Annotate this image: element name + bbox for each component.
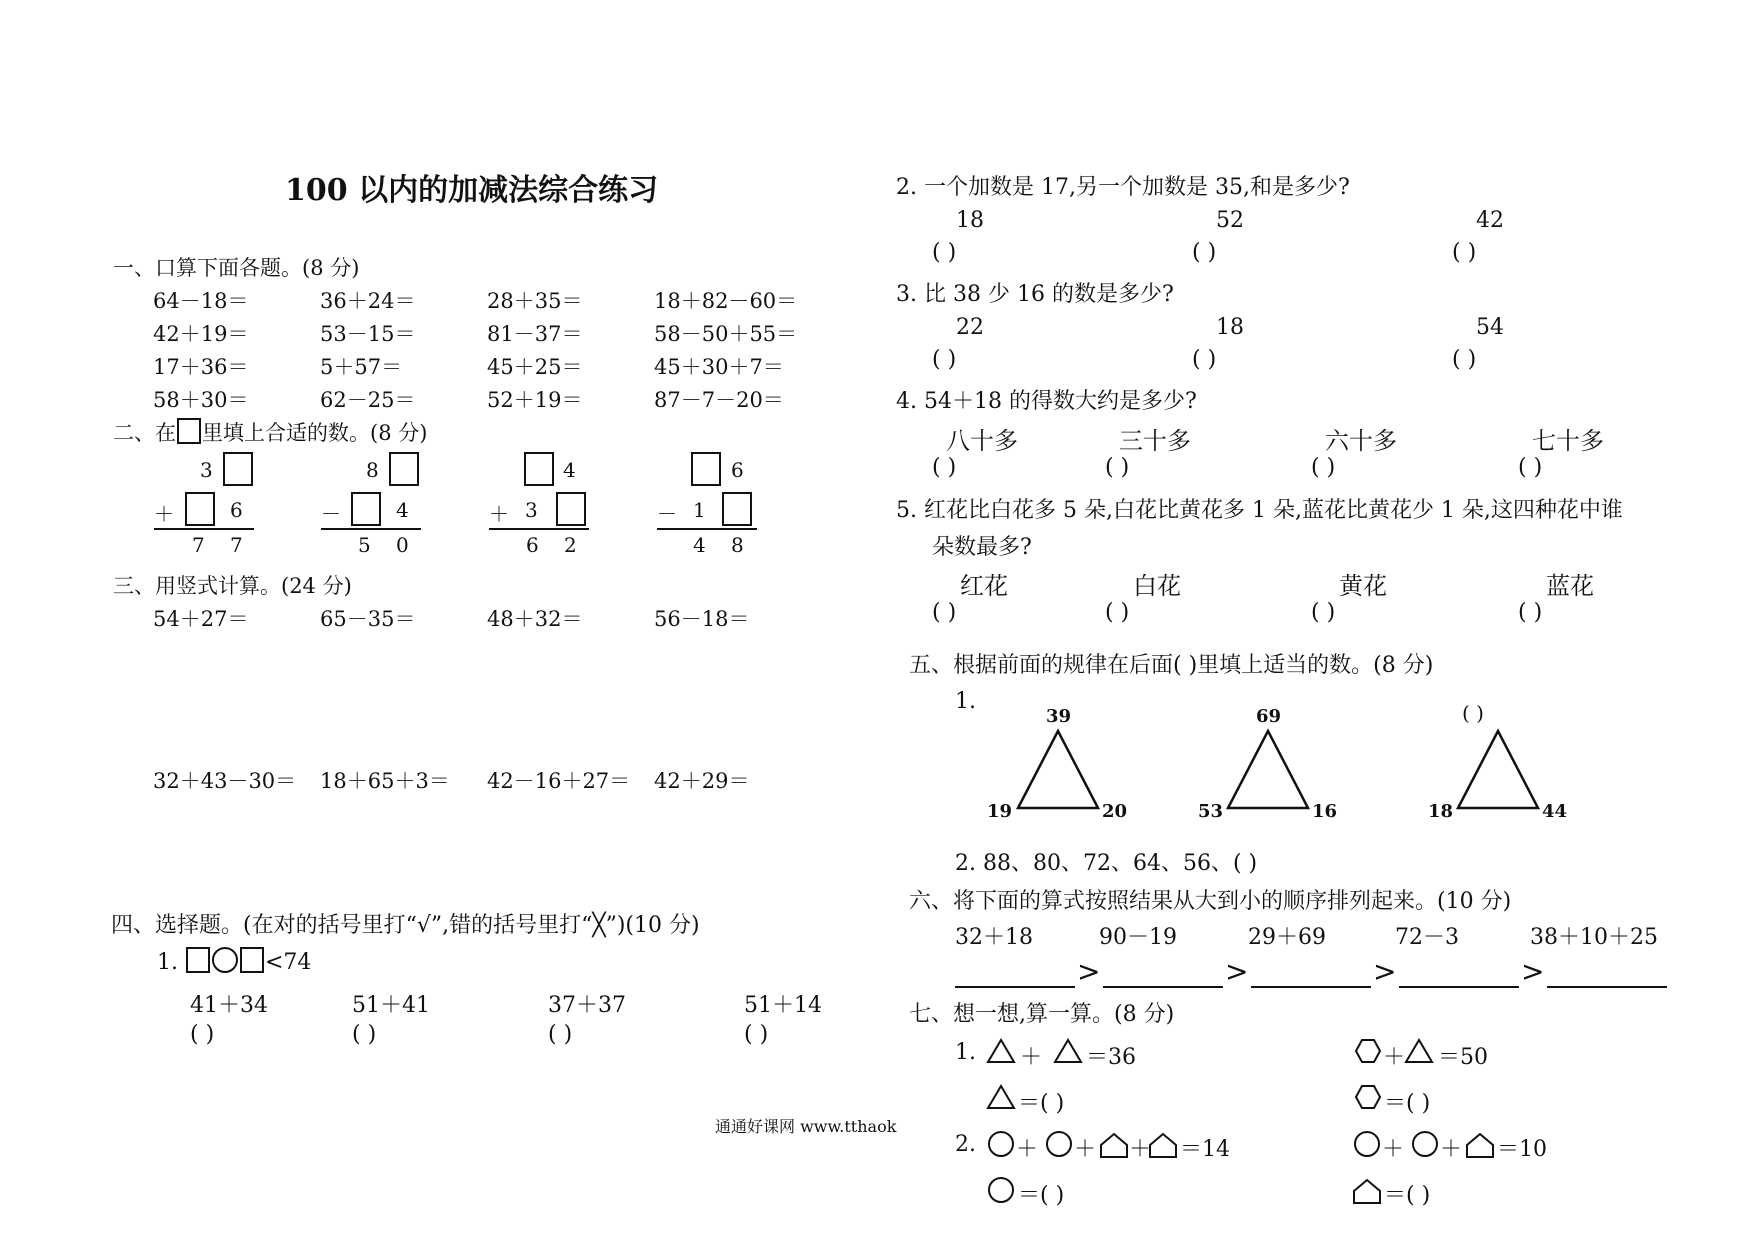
s1-eq: 5＋57＝	[320, 355, 403, 379]
answer-paren[interactable]: ( )	[1311, 600, 1336, 625]
s1-eq: 58－50＋55＝	[654, 322, 798, 346]
operator: －	[321, 502, 341, 526]
option-text: 51＋14	[744, 993, 822, 1018]
hexagon-icon	[1356, 1040, 1380, 1062]
s5-q1-label: 1.	[955, 689, 976, 714]
option-text: 八十多	[946, 427, 1018, 455]
s1-eq: 87－7－20＝	[654, 388, 784, 412]
section5-heading: 五、根据前面的规律在后面( )里填上适当的数。(8 分)	[909, 653, 1434, 678]
s7-answer-paren[interactable]: ＝( )	[1018, 1091, 1065, 1116]
s7-answer-paren[interactable]: ＝( )	[1384, 1183, 1431, 1208]
footer-watermark: 通通好课网 www.tthaok	[715, 1117, 897, 1136]
pentagon-icon	[1354, 1180, 1380, 1203]
pentagon-icon	[1101, 1134, 1127, 1157]
s7-answer-paren[interactable]: ＝( )	[1018, 1183, 1065, 1208]
option-text: 41＋34	[190, 993, 268, 1018]
option-text: 22	[956, 315, 984, 340]
s3-eq: 42－16＋27＝	[487, 769, 631, 793]
s3-eq: 18＋65＋3＝	[320, 769, 450, 793]
answer-paren[interactable]: ( )	[744, 1022, 769, 1047]
s1-eq: 53－15＝	[320, 322, 416, 346]
circle-icon	[989, 1132, 1013, 1156]
digit: 5	[358, 533, 371, 557]
answer-paren[interactable]: ( )	[1452, 347, 1477, 372]
s3-eq: 65－35＝	[320, 607, 416, 631]
circle-icon	[1413, 1132, 1437, 1156]
option-text: 52	[1216, 208, 1244, 233]
option-text: 白花	[1133, 572, 1181, 600]
digit: 4	[693, 533, 706, 557]
s7-q1-eq2-tail: ＝50	[1438, 1045, 1488, 1070]
answer-paren[interactable]: ( )	[932, 600, 957, 625]
s4-q5-line1: 5. 红花比白花多 5 朵,白花比黄花多 1 朵,蓝花比黄花少 1 朵,这四种花中谁	[896, 498, 1623, 523]
answer-paren[interactable]: ( )	[932, 455, 957, 480]
option-text: 六十多	[1325, 427, 1397, 455]
plus-sign: ＋	[1020, 1045, 1043, 1070]
s3-eq: 54＋27＝	[153, 607, 249, 631]
digit: 7	[230, 533, 243, 557]
section3-heading: 三、用竖式计算。(24 分)	[113, 574, 352, 598]
digit: 2	[564, 533, 577, 557]
s6-item: 90－19	[1099, 925, 1177, 950]
s7-q1-num: 1.	[955, 1040, 976, 1065]
answer-paren[interactable]: ( )	[1518, 455, 1543, 480]
triangle-right-number: 20	[1102, 801, 1128, 822]
triangle-right-number: 44	[1542, 801, 1568, 822]
s7-answer-paren[interactable]: ＝( )	[1384, 1091, 1431, 1116]
triangle-icon	[988, 1086, 1014, 1108]
operator: ＋	[154, 502, 174, 526]
circle-icon	[1355, 1132, 1379, 1156]
option-text: 54	[1476, 315, 1504, 340]
triangle-top-blank[interactable]: ( )	[1462, 701, 1484, 725]
digit: 1	[693, 498, 706, 522]
s1-eq: 62－25＝	[320, 388, 416, 412]
s1-eq: 64－18＝	[153, 289, 249, 313]
answer-paren[interactable]: ( )	[1105, 455, 1130, 480]
s2-heading-pre: 二、在	[113, 421, 176, 445]
answer-paren[interactable]: ( )	[1105, 600, 1130, 625]
s3-eq: 32＋43－30＝	[153, 769, 297, 793]
option-text: 三十多	[1119, 427, 1191, 455]
s6-item: 32＋18	[955, 925, 1033, 950]
s1-eq: 58＋30＝	[153, 388, 249, 412]
plus-sign: ＋	[1383, 1045, 1406, 1070]
answer-paren[interactable]: ( )	[1192, 347, 1217, 372]
answer-paren[interactable]: ( )	[352, 1022, 377, 1047]
s7-q2-eq1-tail: ＝14	[1180, 1137, 1230, 1162]
s1-eq: 45＋30＋7＝	[654, 355, 784, 379]
s6-item: 72－3	[1395, 925, 1459, 950]
s6-item: 38＋10＋25	[1530, 925, 1658, 950]
greater-than-sign: >	[1521, 955, 1545, 988]
greater-than-sign: >	[1225, 955, 1249, 988]
option-text: 七十多	[1532, 427, 1604, 455]
s1-eq: 17＋36＝	[153, 355, 249, 379]
greater-than-sign: >	[1373, 955, 1397, 988]
option-text: 18	[1216, 315, 1244, 340]
triangle-icon	[1055, 1040, 1081, 1062]
digit: 8	[366, 458, 379, 482]
greater-than-sign: >	[1077, 955, 1101, 988]
s1-eq: 81－37＝	[487, 322, 583, 346]
answer-paren[interactable]: ( )	[1452, 240, 1477, 265]
answer-paren[interactable]: ( )	[932, 347, 957, 372]
digit: 6	[731, 458, 744, 482]
s4-q3-text: 3. 比 38 少 16 的数是多少?	[896, 282, 1174, 307]
digit: 3	[200, 458, 213, 482]
option-text: 蓝花	[1546, 572, 1594, 600]
section6-heading: 六、将下面的算式按照结果从大到小的顺序排列起来。(10 分)	[909, 889, 1512, 914]
q1-tail: <74	[265, 950, 312, 975]
digit: 0	[396, 533, 409, 557]
q-number: 1.	[157, 950, 178, 975]
s6-item: 29＋69	[1248, 925, 1326, 950]
circle-icon	[989, 1178, 1013, 1202]
section1-heading: 一、口算下面各题。(8 分)	[113, 256, 360, 280]
digit: 6	[526, 533, 539, 557]
s2-heading-post: 里填上合适的数。(8 分)	[202, 421, 428, 445]
answer-paren[interactable]: ( )	[1518, 600, 1543, 625]
operator: －	[657, 502, 677, 526]
triangle-left-number: 18	[1428, 801, 1454, 822]
answer-paren[interactable]: ( )	[1192, 240, 1217, 265]
pentagon-icon	[1150, 1134, 1176, 1157]
option-text: 42	[1476, 208, 1504, 233]
section4-heading: 四、选择题。(在对的括号里打“√”,错的括号里打“╳”)(10 分)	[111, 913, 700, 938]
option-text: 37＋37	[548, 993, 626, 1018]
option-text: 红花	[960, 572, 1008, 600]
triangle-top-number: 69	[1256, 706, 1282, 727]
option-text: 51＋41	[352, 993, 430, 1018]
plus-sign: ＋	[1382, 1137, 1405, 1162]
plus-sign: ＋	[1129, 1137, 1152, 1162]
circle-icon	[1047, 1132, 1071, 1156]
s3-eq: 48＋32＝	[487, 607, 583, 631]
triangle-left-number: 53	[1198, 801, 1224, 822]
s3-eq: 56－18＝	[654, 607, 750, 631]
operator: ＋	[489, 502, 509, 526]
s1-eq: 36＋24＝	[320, 289, 416, 313]
s1-eq: 28＋35＝	[487, 289, 583, 313]
triangle-top-number: 39	[1046, 706, 1072, 727]
s4-q2-text: 2. 一个加数是 17,另一个加数是 35,和是多少?	[896, 175, 1350, 200]
hexagon-icon	[1356, 1086, 1380, 1108]
triangle-left-number: 19	[987, 801, 1013, 822]
s7-q2-eq2-tail: ＝10	[1497, 1137, 1547, 1162]
digit: 4	[563, 458, 576, 482]
s7-q1-eq1-tail: ＝36	[1086, 1045, 1136, 1070]
digit: 6	[230, 498, 243, 522]
s1-eq: 45＋25＝	[487, 355, 583, 379]
answer-paren[interactable]: ( )	[190, 1022, 215, 1047]
s1-eq: 18＋82－60＝	[654, 289, 798, 313]
triangle-icon	[988, 1040, 1014, 1062]
answer-paren[interactable]: ( )	[1311, 455, 1336, 480]
s5-q2: 2. 88、80、72、64、56、( )	[955, 851, 1258, 876]
s4-q4-text: 4. 54＋18 的得数大约是多少?	[896, 389, 1197, 414]
answer-paren[interactable]: ( )	[932, 240, 957, 265]
triangle-right-number: 16	[1312, 801, 1338, 822]
s3-eq: 42＋29＝	[654, 769, 750, 793]
pentagon-icon	[1467, 1134, 1493, 1157]
plus-sign: ＋	[1074, 1137, 1097, 1162]
digit: 3	[525, 498, 538, 522]
option-text: 黄花	[1339, 572, 1387, 600]
plus-sign: ＋	[1440, 1137, 1463, 1162]
s4-q5-line2: 朵数最多?	[932, 535, 1032, 560]
option-text: 18	[956, 208, 984, 233]
page-title: 100 以内的加减法综合练习	[285, 173, 659, 208]
digit: 7	[192, 533, 205, 557]
digit: 8	[731, 533, 744, 557]
digit: 4	[396, 498, 409, 522]
s1-eq: 42＋19＝	[153, 322, 249, 346]
s7-q2-num: 2.	[955, 1132, 976, 1157]
s1-eq: 52＋19＝	[487, 388, 583, 412]
section7-heading: 七、想一想,算一算。(8 分)	[909, 1002, 1175, 1027]
answer-paren[interactable]: ( )	[548, 1022, 573, 1047]
triangle-icon	[1406, 1040, 1432, 1062]
plus-sign: ＋	[1016, 1137, 1039, 1162]
